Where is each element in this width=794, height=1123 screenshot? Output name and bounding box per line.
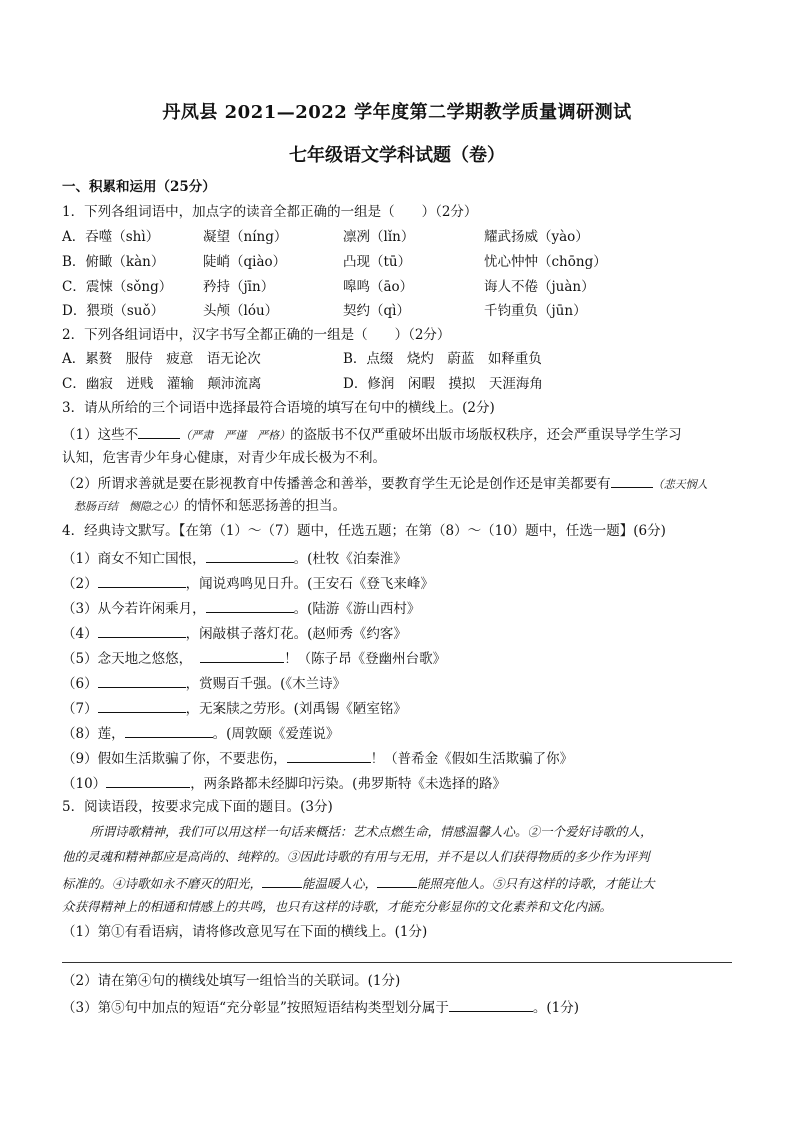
q1-c-2: 矜持（jīn） [203, 279, 275, 295]
q4-item-1 [62, 548, 407, 568]
answer-blank[interactable] [138, 424, 180, 439]
q4-item-text: （2） [62, 576, 98, 592]
q3-p1-text-a: （1）这些不 [62, 427, 139, 443]
q4-item-5 [62, 648, 446, 668]
q3-part2-line1 [62, 473, 708, 494]
answer-blank[interactable] [611, 473, 653, 488]
q2-option-b: B．点缀 烧灼 蔚蓝 如释重负 [343, 351, 542, 367]
q1-stem: 1．下列各组词语中，加点字的读音全都正确的一组是（ ）（2分） [62, 204, 478, 220]
q4-item-text: （9）假如生活欺骗了你，不要悲伤， [62, 751, 287, 767]
answer-blank[interactable] [206, 548, 294, 563]
answer-blank[interactable] [449, 997, 533, 1012]
q3-p1-text-c: 认知，危害青少年身心健康，对青少年成长极为不利。 [62, 450, 386, 466]
q4-item-7 [62, 698, 407, 718]
q1-a-3: 凛冽（lǐn） [343, 229, 415, 245]
q3-p1-text-b: 的盗版书不仅严重破坏出版市场版权秩序，还会严重误导学生学习 [290, 427, 682, 443]
q4-item-source: 。(周敦颐《爱莲说》 [212, 726, 340, 742]
q5-passage-line-3 [62, 873, 655, 893]
q1-a-2: 凝望（níng） [203, 229, 288, 245]
q4-item-text: （3）从今若许闲乘月， [62, 601, 206, 617]
q4-item-4 [62, 623, 407, 643]
q2-stem: 2．下列各组词语中，汉字书写全都正确的一组是（ ）（2分） [62, 327, 451, 343]
q1-d-4: 千钧重负（jūn） [484, 303, 587, 319]
q4-item-source: ，赏赐百千强。(《木兰诗》 [185, 676, 347, 692]
q4-item-text: （5）念天地之悠悠， [62, 651, 193, 667]
q4-item-source: ，闲敲棋子落灯花。(赵师秀《约客》 [185, 626, 407, 642]
q3-stem: 3．请从所给的三个词语中选择最符合语境的填写在句中的横线上。(2分) [62, 400, 495, 416]
q1-b-2: 陡峭（qiào） [203, 254, 287, 270]
answer-blank[interactable] [125, 723, 213, 738]
q5-sub3-score: 。(1分) [532, 1000, 580, 1016]
q4-item-source: ！（陈子昂《登幽州台歌》 [284, 651, 447, 667]
q2-option-c: C．幽寂 迸贱 灌输 颠沛流离 [62, 376, 262, 392]
q4-item-source: ，两条路都未经脚印污染。(弗罗斯特《未选择的路》 [190, 776, 506, 792]
answer-blank[interactable] [287, 748, 371, 763]
answer-blank[interactable] [98, 698, 186, 713]
q4-item-8 [62, 723, 339, 743]
q4-item-text: （6） [62, 676, 98, 692]
q2-option-a: A．累赘 服侍 疲意 语无论次 [62, 351, 261, 367]
passage-text: 能照亮他人。⑤只有这样的诗歌，才能让大 [417, 876, 655, 891]
q5-passage-line-1: 所谓诗歌精神，我们可以用这样一句话来概括：艺术点燃生命，情感温馨人心。②一个爱好诗歌的人， [90, 824, 653, 839]
q4-item-source: 。(陆游《游山西村》 [293, 601, 421, 617]
q3-part2-line2 [62, 497, 346, 516]
q1-b-4: 忧心忡忡（chōng） [484, 254, 607, 270]
q4-item-text: （1）商女不知亡国恨， [62, 551, 206, 567]
q5-passage-line-4: 众获得精神上的相通和情感上的共鸣，也只有这样的诗歌，才能充分彰显你的文化素养和文化内涵。 [62, 899, 613, 914]
q3-p2-text-b: 的情怀和惩恶扬善的担当。 [184, 498, 346, 514]
q1-c-3: 嗥鸣（āo） [343, 279, 414, 295]
q4-item-source: ，无案牍之劳形。(刘禹锡《陋室铭》 [185, 701, 407, 717]
q1-b-3: 凸现（tū） [343, 254, 412, 270]
q1-d-3: 契约（qì） [343, 303, 410, 319]
q4-stem: 4．经典诗文默写。【在第（1）～（7）题中，任选五题；在第（8）～（10）题中，任选一题】(6分) [62, 523, 666, 539]
section-heading: 一、积累和运用（25分） [62, 179, 216, 195]
q5-stem: 5．阅读语段，按要求完成下面的题目。(3分) [62, 799, 333, 815]
q5-sub2: （2）请在第④句的横线处填写一组恰当的关联词。(1分) [62, 973, 401, 989]
answer-blank[interactable] [206, 598, 294, 613]
q4-item-text: （4） [62, 626, 98, 642]
q5-sub1: （1）第①有看语病，请将修改意见写在下面的横线上。(1分) [62, 924, 428, 940]
answer-blank[interactable] [377, 873, 417, 888]
q3-part1-line1 [62, 424, 682, 445]
answer-blank[interactable] [98, 623, 186, 638]
q4-item-6 [62, 673, 346, 693]
answer-blank[interactable] [262, 873, 302, 888]
answer-blank[interactable] [98, 673, 186, 688]
passage-text: 能温暖人心， [302, 876, 378, 891]
q1-a-1: A．吞噬（shì） [62, 229, 160, 245]
q4-item-9 [62, 748, 573, 768]
q4-item-source: ！（普希金《假如生活欺骗了你》 [370, 751, 574, 767]
q4-item-source: 。(杜牧《泊秦淮》 [293, 551, 407, 567]
q3-p2-options-2: 愁肠百结 恻隐之心） [74, 500, 184, 513]
q4-item-3 [62, 598, 420, 618]
q2-option-d: D．修润 闲暇 摸拟 天涯海角 [343, 376, 543, 392]
answer-blank[interactable] [98, 573, 186, 588]
q5-sub3-text: （3）第⑤句中加点的短语“充分彰显”按照短语结构类型划分属于 [62, 1000, 449, 1016]
q1-b-1: B．俯瞰（kàn） [62, 254, 165, 270]
q5-sub3 [62, 997, 579, 1017]
q1-c-1: C．震悚（sǒng） [62, 279, 173, 295]
answer-line[interactable] [62, 962, 732, 963]
q1-c-4: 诲人不倦（juàn） [484, 279, 595, 295]
q3-p2-options-1: （悲天悯人 [652, 478, 708, 491]
q3-p2-text-a: （2）所谓求善就是要在影视教育中传播善念和善举，要教育学生无论是创作还是审美都要有 [62, 476, 611, 492]
q1-a-4: 耀武扬威（yào） [484, 229, 589, 245]
q1-d-2: 头颅（lóu） [203, 303, 279, 319]
q1-d-1: D．猥琐（suǒ） [62, 303, 165, 319]
passage-text: 标准的。④诗歌如永不磨灭的阳光， [62, 876, 263, 891]
exam-title: 丹凤县 2021—2022 学年度第二学期教学质量调研测试 [162, 102, 632, 123]
q4-item-10 [62, 773, 506, 793]
answer-blank[interactable] [200, 648, 284, 663]
q4-item-text: （8）莲， [62, 726, 125, 742]
exam-subtitle: 七年级语文学科试题（卷） [289, 145, 505, 166]
q3-p1-options: （严肃 严谨 严格） [180, 429, 291, 442]
answer-blank[interactable] [106, 773, 190, 788]
q4-item-2 [62, 573, 434, 593]
q4-item-text: （7） [62, 701, 98, 717]
q4-item-source: ，闻说鸡鸣见日升。(王安石《登飞来峰》 [185, 576, 434, 592]
q4-item-text: （10） [62, 776, 107, 792]
q5-passage-line-2: 他的灵魂和精神都应是高尚的、纯粹的。③因此诗歌的有用与无用，并不是以人们获得物质的多少作为评判 [62, 849, 650, 864]
